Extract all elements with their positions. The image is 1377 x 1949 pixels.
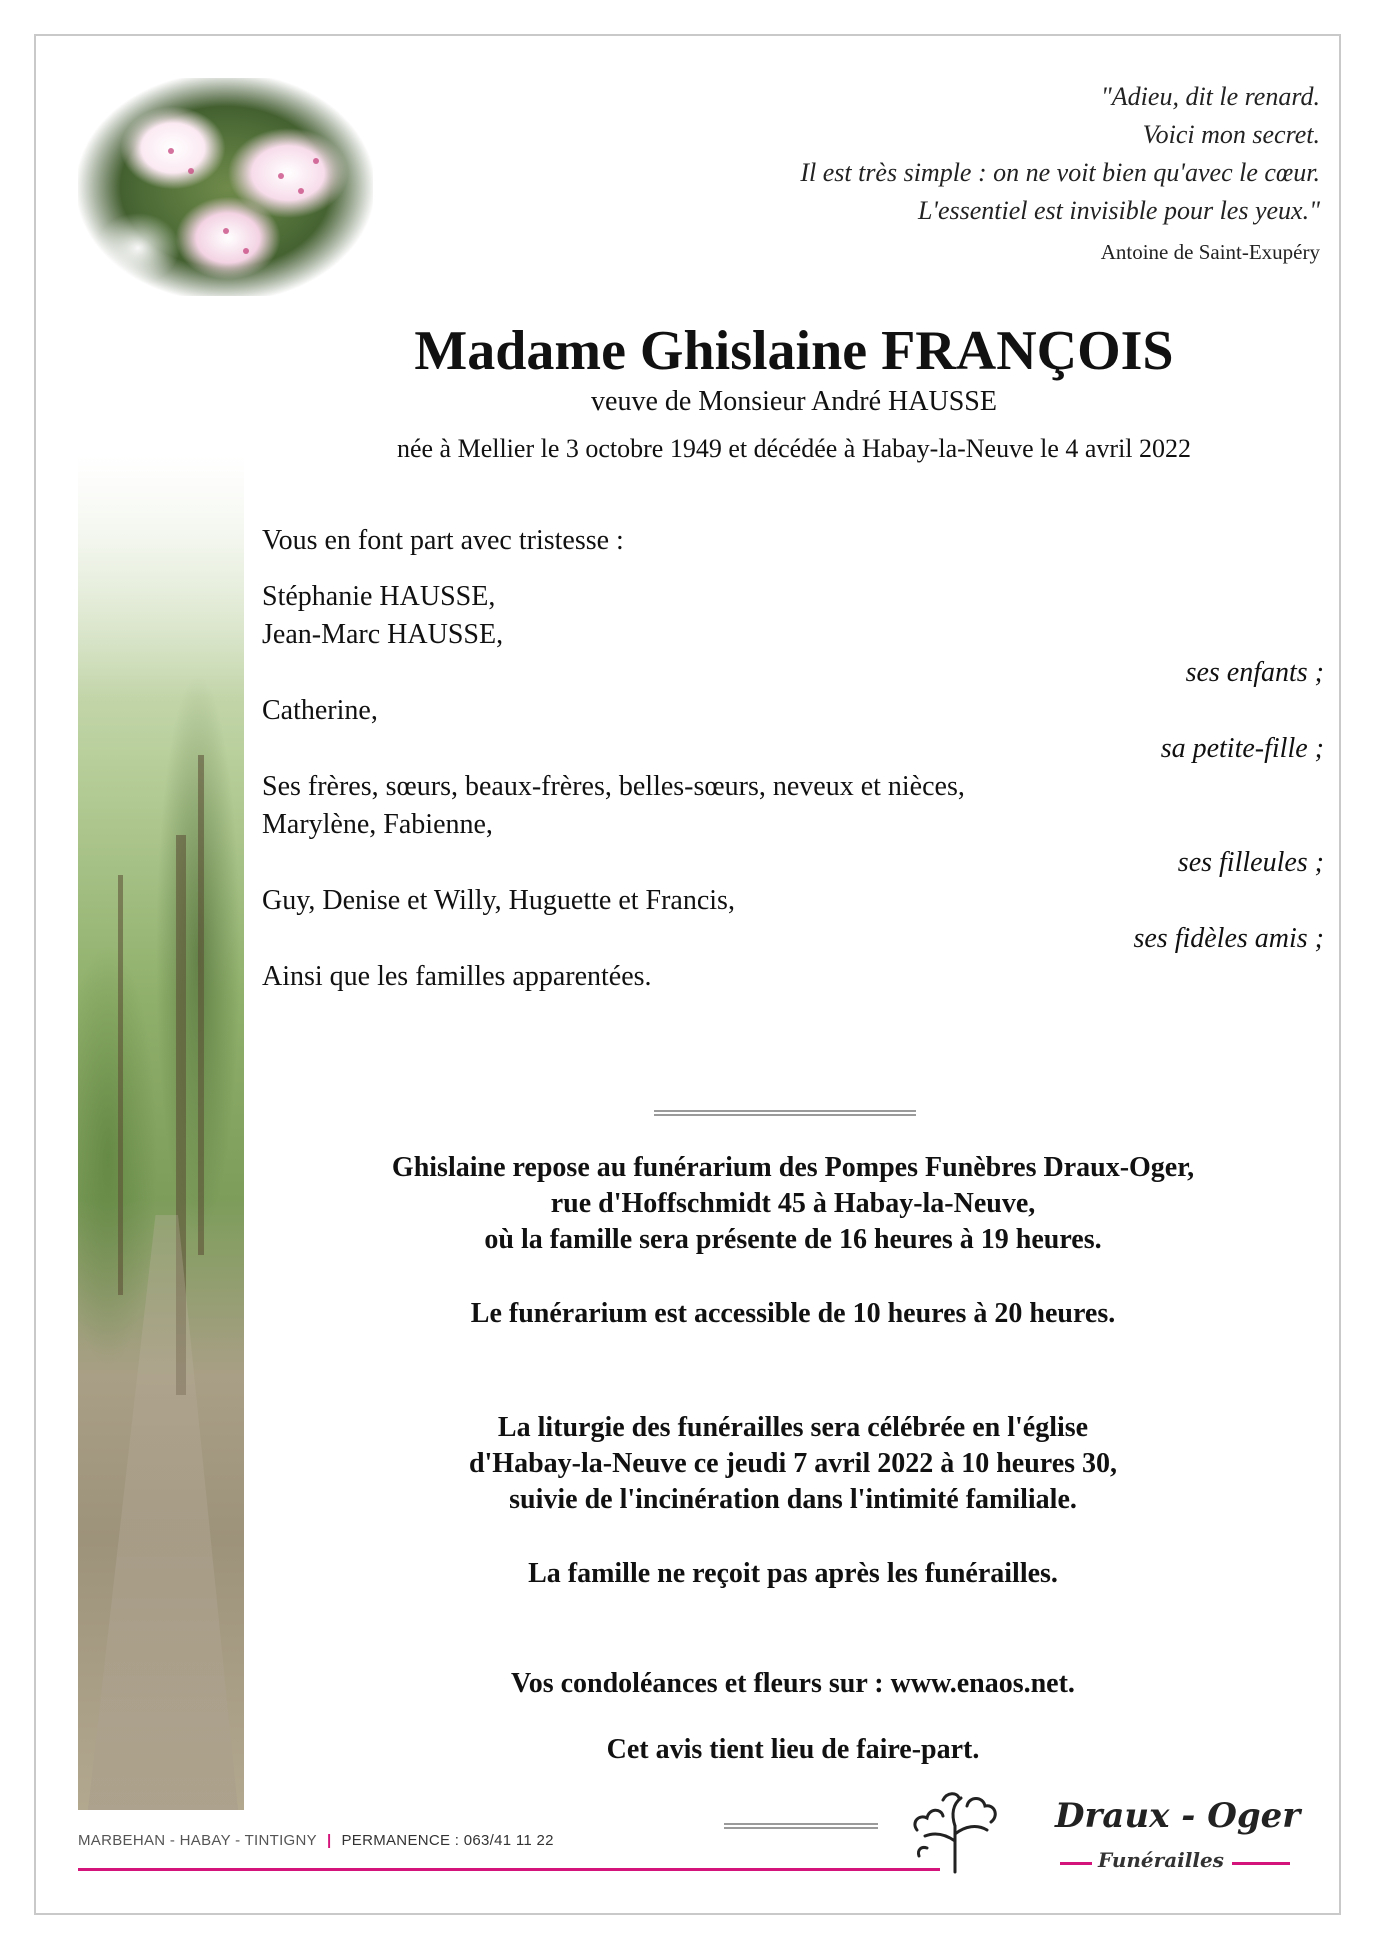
liturgy-info <box>262 1410 1324 1518</box>
footer-separator: | <box>326 1832 332 1849</box>
child-name: Stéphanie HAUSSE, <box>262 581 496 612</box>
child-name: Jean-Marc HAUSSE, <box>262 619 504 650</box>
liturgy-line: d'Habay-la-Neuve ce jeudi 7 avril 2022 à 10 heures 30, <box>468 1448 1118 1479</box>
liturgy-line: La liturgie des funérailles sera célébrée en l'église <box>497 1412 1089 1443</box>
siblings-line: Ses frères, sœurs, beaux-frères, belles-sœurs, neveux et nièces, <box>262 771 965 802</box>
friends-names: Guy, Denise et Willy, Huguette et Francis, <box>262 885 735 916</box>
friends-relation: ses fidèles amis ; <box>1133 923 1324 954</box>
brand-subtitle: Funérailles <box>1098 1848 1224 1872</box>
quote-line: "Adieu, dit le renard. <box>1100 82 1320 111</box>
footer-divider <box>724 1823 878 1829</box>
faire-part-notice: Cet avis tient lieu de faire-part. <box>606 1734 980 1765</box>
liturgy-line: suivie de l'incinération dans l'intimité familiale. <box>509 1484 1077 1515</box>
brand-name: Draux - Oger <box>1055 1796 1301 1836</box>
footer-permanence: PERMANENCE : 063/41 11 22 <box>341 1832 554 1849</box>
quote-line: Voici mon secret. <box>1142 120 1320 149</box>
birth-death-dates: née à Mellier le 3 octobre 1949 et décédée à Habay-la-Neuve le 4 avril 2022 <box>396 434 1192 463</box>
tree-icon <box>907 1786 1003 1874</box>
funerarium-access: Le funérarium est accessible de 10 heures à 20 heures. <box>470 1298 1116 1329</box>
footer-contact <box>78 1832 554 1849</box>
brand-line-left <box>1060 1862 1092 1865</box>
widow-of: veuve de Monsieur André HAUSSE <box>591 386 997 417</box>
quote-line: Il est très simple : on ne voit bien qu'avec le cœur. <box>800 158 1320 187</box>
footer-locations: MARBEHAN - HABAY - TINTIGNY <box>78 1832 317 1849</box>
funerarium-line: où la famille sera présente de 16 heures à 19 heures. <box>484 1224 1102 1255</box>
family-closing: Ainsi que les familles apparentées. <box>262 961 652 992</box>
granddaughter-name: Catherine, <box>262 695 378 726</box>
quote-block <box>560 78 1320 230</box>
lily-flower-photo <box>78 78 373 296</box>
deceased-name: Madame Ghislaine FRANÇOIS <box>414 320 1174 382</box>
goddaughters-names: Marylène, Fabienne, <box>262 809 493 840</box>
quote-author: Antoine de Saint-Exupéry <box>1100 240 1320 264</box>
section-divider <box>654 1110 916 1116</box>
forest-path-photo <box>78 455 244 1810</box>
family-intro: Vous en font part avec tristesse : <box>262 525 624 556</box>
funerarium-line: rue d'Hoffschmidt 45 à Habay-la-Neuve, <box>550 1188 1036 1219</box>
goddaughters-relation: ses filleules ; <box>1177 847 1324 878</box>
footer-pink-line <box>78 1868 940 1871</box>
quote-line: L'essentiel est invisible pour les yeux." <box>917 196 1320 225</box>
family-list <box>262 522 1324 996</box>
condolences-link[interactable]: Vos condoléances et fleurs sur : www.enaos.net. <box>511 1668 1075 1699</box>
children-relation: ses enfants ; <box>1185 657 1324 688</box>
reception-notice: La famille ne reçoit pas après les funérailles. <box>528 1558 1058 1589</box>
granddaughter-relation: sa petite-fille ; <box>1160 733 1324 764</box>
brand-line-right <box>1232 1862 1290 1865</box>
funerarium-line: Ghislaine repose au funérarium des Pompes Funèbres Draux-Oger, <box>391 1152 1195 1183</box>
funerarium-info <box>262 1150 1324 1258</box>
